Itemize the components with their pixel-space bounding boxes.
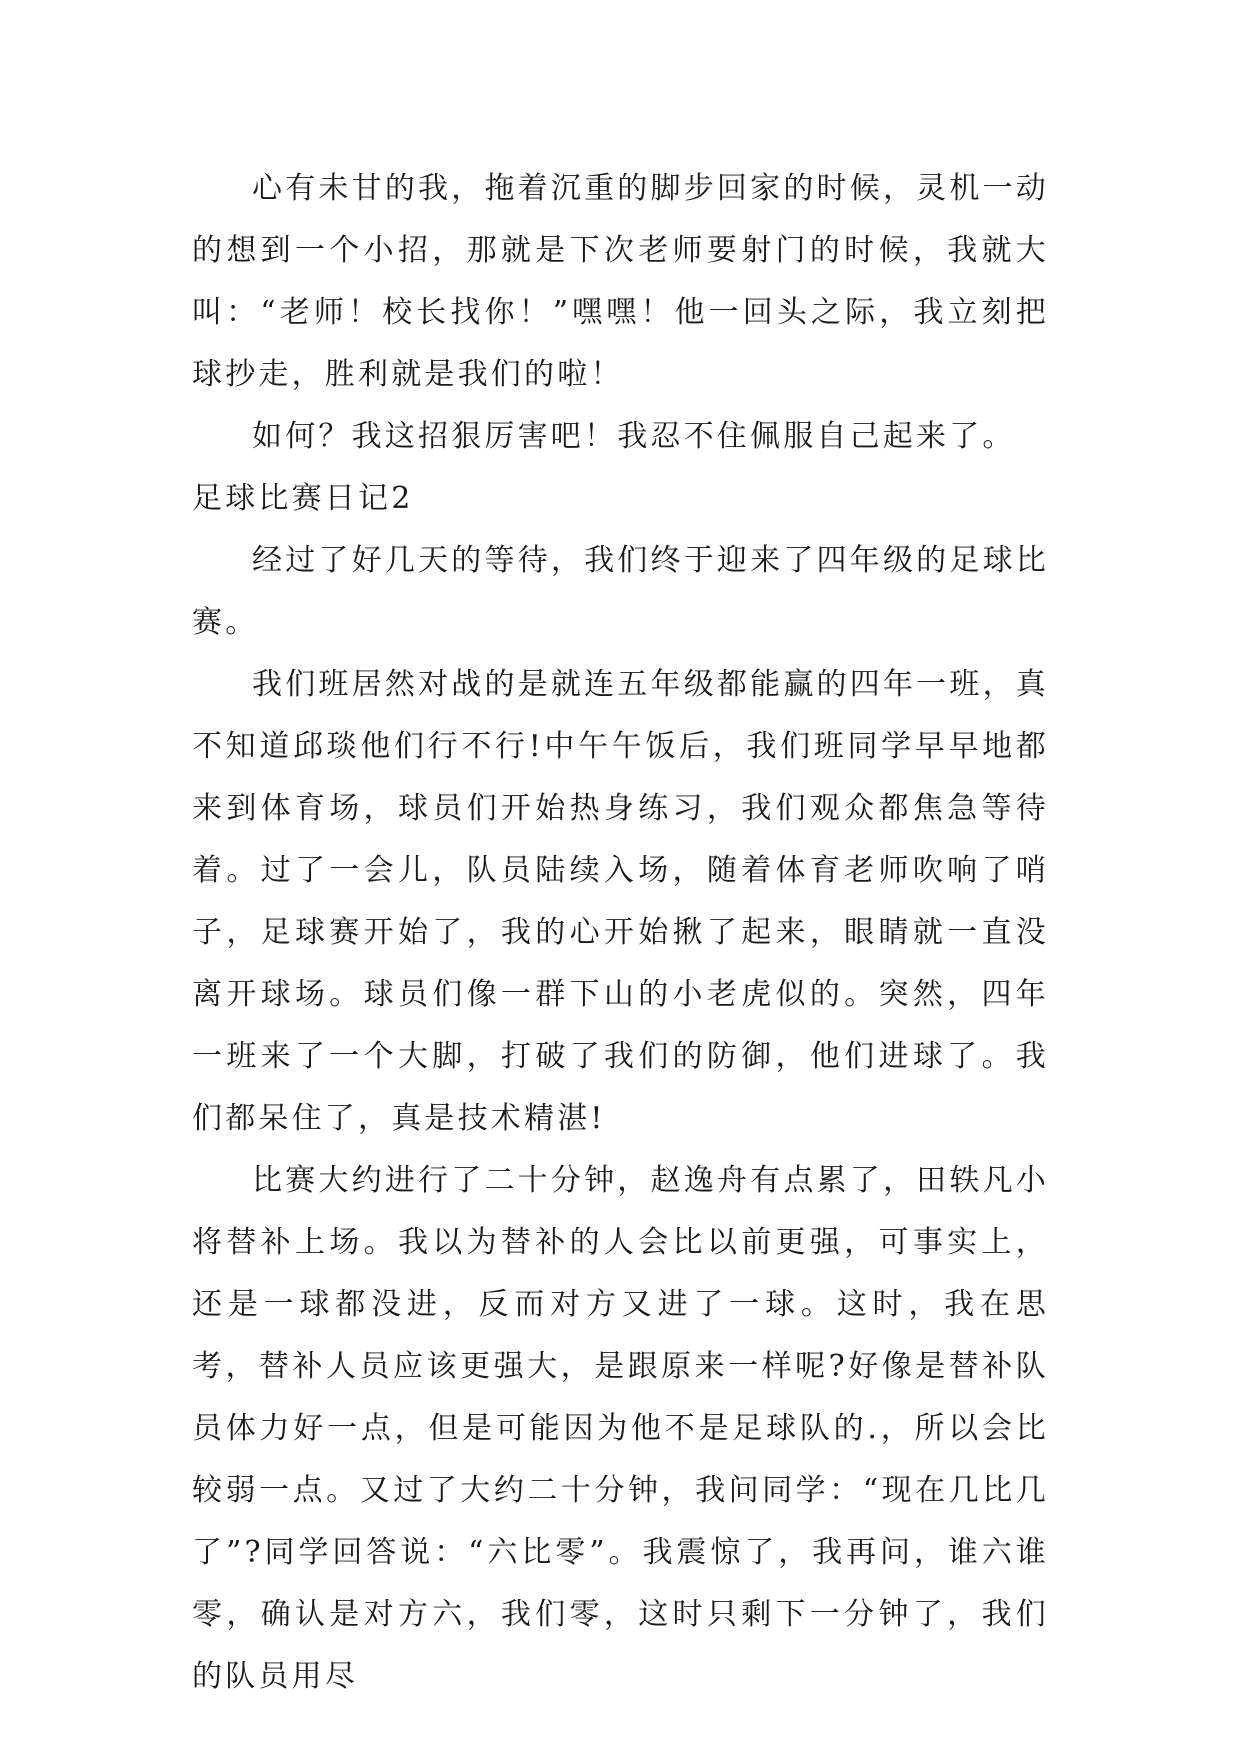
paragraph-3: 经过了好几天的等待，我们终于迎来了四年级的足球比赛。 [192,543,1049,640]
document-page [192,158,1049,1708]
paragraph-1: 心有未甘的我，拖着沉重的脚步回家的时候，灵机一动的想到一个小招，那就是下次老师要射门的时候，我就大叫：“老师！校长找你！”嘿嘿！他一回头之际，我立刻把球抄走，胜利就是我们的啦！ [192,171,1049,392]
paragraph-5: 比赛大约进行了二十分钟，赵逸舟有点累了，田轶凡小将替补上场。我以为替补的人会比以前更强，可事实上，还是一球都没进，反而对方又进了一球。这时，我在思考，替补人员应该更强大，是跟原来一样呢?好像是替补队员体力好一点，但是可能因为他不是足球队的.，所以会比较弱一点。又过了大约二十分钟，我问同学：“现在几比几了”?同学回答说：“六比零”。我震惊了，我再问，谁六谁零，确认是对方六，我们零，这时只剩下一分钟了，我们的队员用尽 [192,1163,1049,1694]
paragraph-4: 我们班居然对战的是就连五年级都能赢的四年一班，真不知道邱琰他们行不行!中午午饭后，我们班同学早早地都来到体育场，球员们开始热身练习，我们观众都焦急等待着。过了一会儿，队员陆续入场，随着体育老师吹响了哨子，足球赛开始了，我的心开始揪了起来，眼睛就一直没离开球场。球员们像一群下山的小老虎似的。突然，四年一班来了一个大脚，打破了我们的防御，他们进球了。我们都呆住了，真是技术精湛! [192,667,1049,1136]
section-heading: 足球比赛日记2 [192,481,414,516]
paragraph-2: 如何？我这招狠厉害吧！我忍不住佩服自己起来了。 [252,419,1016,454]
